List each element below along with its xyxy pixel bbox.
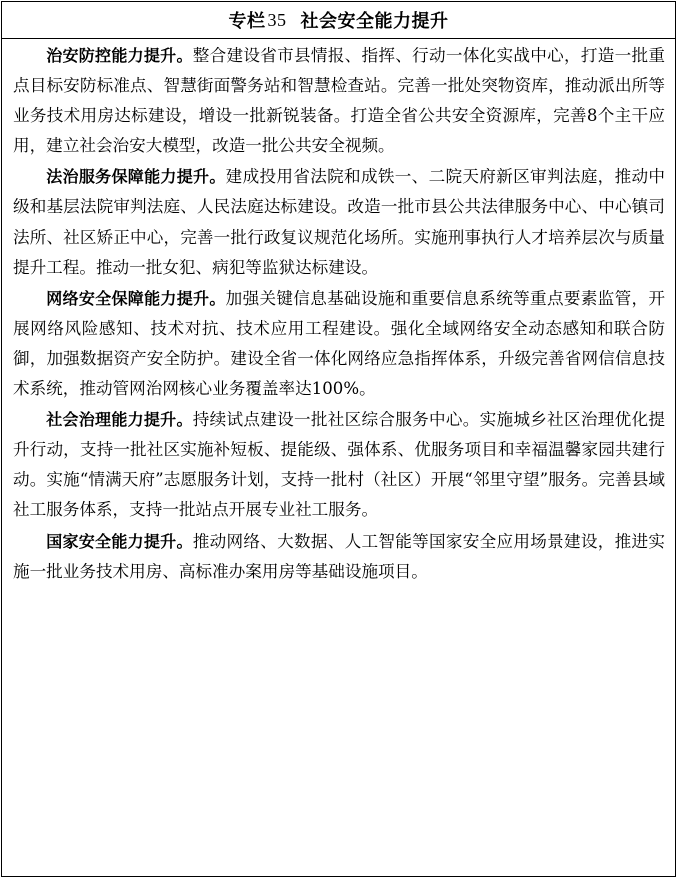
section-text: 加强关键信息基础设施和重要信息系统等重点要素监管，开展网络风险感知、技术对抗、技术应用工程建设。强化全域网络安全动态感知和联合防御，加强数据资产安全防护。建设全省一体化网络应急指挥体系，升级完善省网信信息技术系统，推动管网治网核心业务覆盖率达100%。: [13, 288, 665, 399]
section-text: 持续试点建设一批社区综合服务中心。实施城乡社区治理优化提升行动，支持一批社区实施补短板、提能级、强体系、优服务项目和幸福温馨家园共建行动。实施“情满天府”志愿服务计划，支持一批村（社区）开展“邻里守望”服务。完善县域社工服务体系，支持一批站点开展专业社工服务。: [13, 410, 665, 520]
section-lead: 网络安全保障能力提升。: [46, 288, 226, 308]
box-body: [2, 39, 675, 587]
section-text: 建成投用省法院和成铁一、二院天府新区审判法庭，推动中级和基层法院审判法庭、人民法庭达标建设。改造一批市县公共法律服务中心、中心镇司法所、社区矫正中心，完善一批行政复议规范化场所。实施刑事执行人才培养层次与质量提升工程。推动一批女犯、病犯等监狱达标建设。: [13, 167, 665, 277]
box-title-text: 社会安全能力提升: [300, 11, 449, 32]
section-lead: 国家安全能力提升。: [46, 531, 193, 551]
section-lead: 社会治理能力提升。: [46, 410, 193, 430]
box-title-number: 35: [267, 9, 287, 30]
section-text: 整合建设省市县情报、指挥、行动一体化实战中心，打造一批重点目标安防标准点、智慧街面警务站和智慧检查站。完善一批处突物资库，推动派出所等业务技术用房达标建设，增设一批新锐装备。打造全省公共安全资源库，完善8个主干应用，建立社会治安大模型，改造一批公共安全视频。: [13, 46, 665, 156]
section-public-security: [13, 41, 665, 161]
section-lead: 法治服务保障能力提升。: [46, 167, 226, 187]
box-title-prefix: 专栏: [228, 11, 266, 32]
section-cyber-security: [13, 284, 665, 404]
section-legal-services: [13, 162, 665, 282]
feature-box: [1, 1, 676, 877]
box-title: [2, 2, 675, 39]
section-text: 推动网络、大数据、人工智能等国家安全应用场景建设，推进实施一批业务技术用房、高标准办案用房等基础设施项目。: [13, 531, 665, 581]
section-social-governance: [13, 405, 665, 525]
section-lead: 治安防控能力提升。: [46, 46, 193, 65]
section-national-security: [13, 527, 665, 587]
